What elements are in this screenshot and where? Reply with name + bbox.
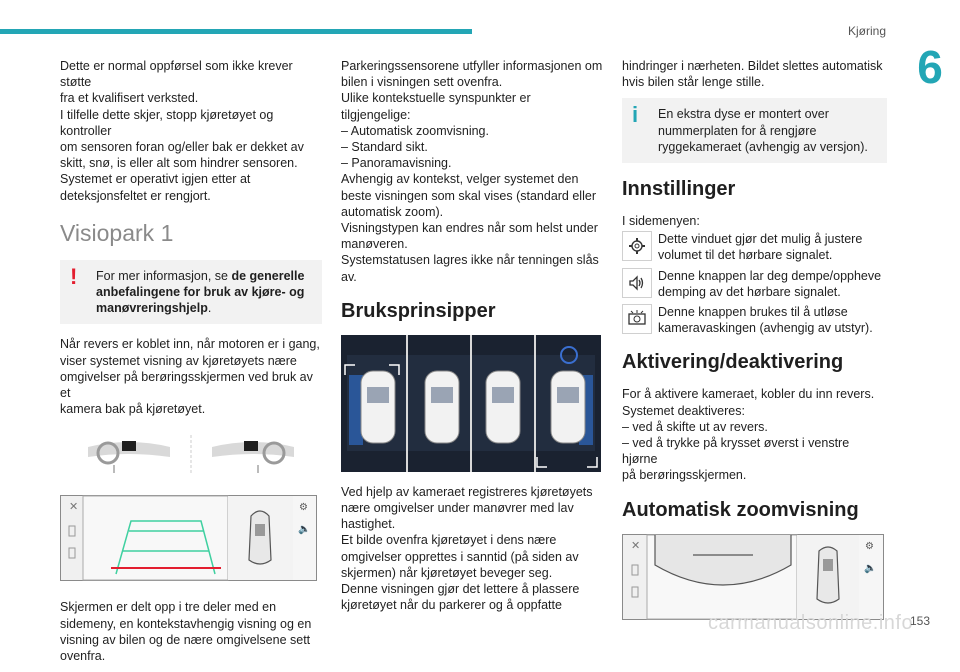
warning-icon: !: [70, 263, 78, 289]
settings-item-volume: [622, 231, 887, 263]
settings-item-text: Denne knappen lar deg dempe/oppheve demping av det hørbare signalet.: [658, 268, 882, 299]
column-3: [622, 58, 887, 620]
close-icon: ✕: [69, 501, 79, 514]
warning-text: For mer informasjon, se de generelle anbefalingene for bruk av kjøre- og manøvreringshjelp.: [96, 268, 305, 316]
speaker-icon: [622, 268, 652, 298]
svg-text:🔈: 🔈: [298, 524, 311, 536]
rear-camera-screen: [60, 495, 317, 581]
heading-activation: Aktivering/deaktivering: [622, 351, 844, 374]
warning-link-text: de generelle anbefalingene for bruk av kjøre- og manøvreringshjelp: [96, 268, 305, 316]
heading-visiopark: Visiopark 1: [60, 219, 174, 246]
settings-item-text: Dette vinduet gjør det mulig å justere volumet til det hørbare signalet.: [658, 232, 863, 263]
info-text: En ekstra dyse er montert over nummerplaten for å rengjøre ryggekameraet (avhengig av versjon).: [658, 107, 868, 154]
paragraph-activation: For å aktivere kameraet, kobler du inn revers. Systemet deaktiveres: – ved å skifte ut av revers. – ved å trykke på krysset øverst i venstre hjørne på berøringsskjermen.: [622, 387, 875, 483]
column-2: [341, 58, 603, 621]
divider: [188, 433, 194, 477]
steering-wheel-right-icon: [208, 433, 298, 477]
settings-intro: I sidemenyen:: [622, 214, 700, 229]
header-accent-bar: [0, 29, 472, 34]
info-icon: i: [632, 102, 639, 128]
heading-principles: Bruksprinsipper: [341, 299, 496, 322]
settings-item-camera-wash: [622, 304, 887, 336]
column-1: [60, 58, 322, 672]
section-title: Kjøring: [847, 24, 886, 38]
heading-settings: Innstillinger: [622, 178, 736, 201]
watermark: carmanualsonline.info: [708, 612, 914, 634]
parking-topview-illustration: [341, 335, 601, 472]
warning-box: [60, 260, 322, 325]
steering-wheel-left-icon: [84, 433, 174, 477]
camera-wash-icon: [622, 304, 652, 334]
svg-text:🔈: 🔈: [864, 562, 877, 574]
page-number: 153: [910, 614, 931, 628]
paragraph-camera-function: Ved hjelp av kameraet registreres kjøretøyets nære omgivelser under manøvrer med lav hastighet. Et bilde ovenfra kjøretøyet i dens nære omgivelser opprettes i sanntid (på siden av skjermen) når kjøretøyet beveger seg. Denne visningen gjør det lettere å plassere kjøretøyet når du parkerer og å oppfatte: [341, 484, 593, 613]
chapter-number: 6: [917, 41, 943, 93]
settings-item-mute: [622, 268, 887, 300]
svg-text:⚙: ⚙: [299, 502, 308, 514]
paragraph-screen-parts: Skjermen er delt opp i tre deler med en sidemeny, en kontekstavhengig visning og en visning av bilen og de nære omgivelsene sett ovenfra.: [60, 600, 312, 664]
paragraph-reverse: Når revers er koblet inn, når motoren er i gang, viser systemet visning av kjøretøyets nære omgivelser på berøringsskjermen ved bruk av et kamera bak på kjøretøyet.: [60, 337, 320, 417]
info-box: [622, 98, 887, 163]
paragraph-image-cleared: hindringer i nærheten. Bildet slettes automatisk hvis bilen står lenge stille.: [622, 59, 883, 90]
settings-item-text: Denne knappen brukes til å utløse kameravaskingen (avhengig av utstyr).: [658, 305, 873, 336]
svg-text:✕: ✕: [631, 539, 641, 552]
paragraph-sensors: Parkeringssensorene utfyller informasjonen om bilen i visningen sett ovenfra. Ulike kontekstuelle synspunkter er tilgjengelige: – Automatisk zoomvisning. – Standard sikt. – Panoramavisning. Avhengig av kontekst, velger systemet den beste visningen som skal vises (standard eller automatisk zoom). Visningstypen kan endres når som helst under manøveren. Systemstatusen lagres ikke når tenningen slås av.: [341, 59, 603, 284]
auto-zoom-screen: [622, 534, 884, 620]
steering-wheels-illustration: [60, 433, 322, 477]
svg-text:⚙: ⚙: [865, 540, 874, 552]
gear-icon: [622, 231, 652, 261]
heading-auto-zoom: Automatisk zoomvisning: [622, 498, 859, 521]
intro-paragraph: Dette er normal oppførsel som ikke krever støtte fra et kvalifisert verksted. I tilfelle dette skjer, stopp kjøretøyet og kontroller om sensoren foran og/eller bak er dekket av skitt, snø, is eller alt som hindrer sensoren. Systemet er operativt igjen etter at deteksjonsfeltet er rengjort.: [60, 59, 304, 203]
